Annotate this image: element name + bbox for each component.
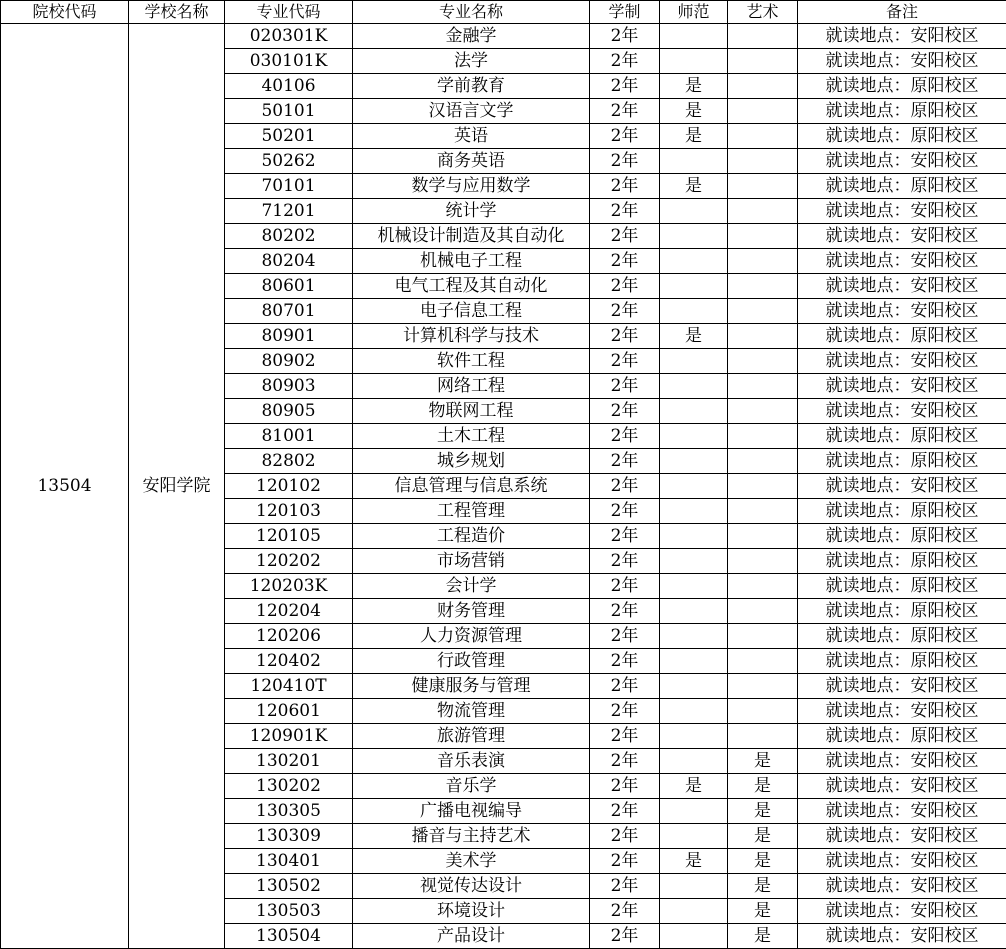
normal-cell: 是 bbox=[660, 774, 728, 799]
normal-cell bbox=[660, 749, 728, 774]
normal-cell bbox=[660, 24, 728, 49]
years-cell: 2年 bbox=[590, 99, 660, 124]
major-code-cell: 80903 bbox=[225, 374, 353, 399]
note-cell: 就读地点：安阳校区 bbox=[798, 274, 1006, 299]
art-cell: 是 bbox=[728, 899, 798, 924]
major-name-cell: 商务英语 bbox=[353, 149, 590, 174]
art-cell bbox=[728, 199, 798, 224]
note-cell: 就读地点：原阳校区 bbox=[798, 574, 1006, 599]
art-cell bbox=[728, 274, 798, 299]
major-name-cell: 机械电子工程 bbox=[353, 249, 590, 274]
major-name-cell: 统计学 bbox=[353, 199, 590, 224]
years-cell: 2年 bbox=[590, 874, 660, 899]
major-code-cell: 80905 bbox=[225, 399, 353, 424]
years-cell: 2年 bbox=[590, 724, 660, 749]
normal-cell bbox=[660, 599, 728, 624]
note-cell: 就读地点：安阳校区 bbox=[798, 149, 1006, 174]
normal-cell bbox=[660, 724, 728, 749]
art-cell bbox=[728, 599, 798, 624]
art-cell bbox=[728, 124, 798, 149]
art-cell: 是 bbox=[728, 849, 798, 874]
note-cell: 就读地点：原阳校区 bbox=[798, 324, 1006, 349]
years-cell: 2年 bbox=[590, 249, 660, 274]
major-name-cell: 信息管理与信息系统 bbox=[353, 474, 590, 499]
note-cell: 就读地点：安阳校区 bbox=[798, 899, 1006, 924]
major-name-cell: 美术学 bbox=[353, 849, 590, 874]
major-code-cell: 120203K bbox=[225, 574, 353, 599]
major-code-cell: 120202 bbox=[225, 549, 353, 574]
years-cell: 2年 bbox=[590, 74, 660, 99]
table-body bbox=[1, 24, 1006, 949]
art-cell bbox=[728, 449, 798, 474]
header-art: 艺术 bbox=[728, 1, 798, 24]
normal-cell bbox=[660, 424, 728, 449]
art-cell bbox=[728, 249, 798, 274]
art-cell bbox=[728, 699, 798, 724]
note-cell: 就读地点：安阳校区 bbox=[798, 774, 1006, 799]
note-cell: 就读地点：安阳校区 bbox=[798, 49, 1006, 74]
major-name-cell: 财务管理 bbox=[353, 599, 590, 624]
major-code-cell: 130503 bbox=[225, 899, 353, 924]
art-cell bbox=[728, 174, 798, 199]
normal-cell: 是 bbox=[660, 174, 728, 199]
art-cell bbox=[728, 399, 798, 424]
school-name-cell: 安阳学院 bbox=[129, 24, 225, 949]
note-cell: 就读地点：安阳校区 bbox=[798, 399, 1006, 424]
normal-cell bbox=[660, 224, 728, 249]
art-cell bbox=[728, 374, 798, 399]
normal-cell: 是 bbox=[660, 99, 728, 124]
years-cell: 2年 bbox=[590, 299, 660, 324]
years-cell: 2年 bbox=[590, 849, 660, 874]
years-cell: 2年 bbox=[590, 49, 660, 74]
major-name-cell: 机械设计制造及其自动化 bbox=[353, 224, 590, 249]
normal-cell bbox=[660, 199, 728, 224]
major-code-cell: 130201 bbox=[225, 749, 353, 774]
years-cell: 2年 bbox=[590, 274, 660, 299]
major-code-cell: 71201 bbox=[225, 199, 353, 224]
note-cell: 就读地点：安阳校区 bbox=[798, 374, 1006, 399]
major-name-cell: 学前教育 bbox=[353, 74, 590, 99]
major-name-cell: 广播电视编导 bbox=[353, 799, 590, 824]
art-cell bbox=[728, 574, 798, 599]
major-name-cell: 会计学 bbox=[353, 574, 590, 599]
art-cell bbox=[728, 424, 798, 449]
major-code-cell: 50101 bbox=[225, 99, 353, 124]
major-code-cell: 120402 bbox=[225, 649, 353, 674]
major-name-cell: 工程管理 bbox=[353, 499, 590, 524]
normal-cell bbox=[660, 799, 728, 824]
major-name-cell: 行政管理 bbox=[353, 649, 590, 674]
years-cell: 2年 bbox=[590, 174, 660, 199]
major-name-cell: 物流管理 bbox=[353, 699, 590, 724]
note-cell: 就读地点：安阳校区 bbox=[798, 474, 1006, 499]
major-code-cell: 120601 bbox=[225, 699, 353, 724]
note-cell: 就读地点：原阳校区 bbox=[798, 549, 1006, 574]
note-cell: 就读地点：原阳校区 bbox=[798, 449, 1006, 474]
major-name-cell: 人力资源管理 bbox=[353, 624, 590, 649]
major-name-cell: 法学 bbox=[353, 49, 590, 74]
major-code-cell: 80701 bbox=[225, 299, 353, 324]
years-cell: 2年 bbox=[590, 624, 660, 649]
note-cell: 就读地点：安阳校区 bbox=[798, 349, 1006, 374]
header-normal: 师范 bbox=[660, 1, 728, 24]
art-cell bbox=[728, 299, 798, 324]
major-code-cell: 130401 bbox=[225, 849, 353, 874]
art-cell bbox=[728, 549, 798, 574]
normal-cell bbox=[660, 299, 728, 324]
years-cell: 2年 bbox=[590, 149, 660, 174]
years-cell: 2年 bbox=[590, 799, 660, 824]
art-cell bbox=[728, 524, 798, 549]
note-cell: 就读地点：安阳校区 bbox=[798, 874, 1006, 899]
major-name-cell: 土木工程 bbox=[353, 424, 590, 449]
note-cell: 就读地点：安阳校区 bbox=[798, 199, 1006, 224]
note-cell: 就读地点：安阳校区 bbox=[798, 749, 1006, 774]
art-cell bbox=[728, 149, 798, 174]
art-cell: 是 bbox=[728, 824, 798, 849]
note-cell: 就读地点：安阳校区 bbox=[798, 674, 1006, 699]
normal-cell bbox=[660, 499, 728, 524]
note-cell: 就读地点：安阳校区 bbox=[798, 699, 1006, 724]
major-code-cell: 80601 bbox=[225, 274, 353, 299]
years-cell: 2年 bbox=[590, 449, 660, 474]
major-code-cell: 81001 bbox=[225, 424, 353, 449]
major-code-cell: 80202 bbox=[225, 224, 353, 249]
major-name-cell: 数学与应用数学 bbox=[353, 174, 590, 199]
years-cell: 2年 bbox=[590, 824, 660, 849]
school-code-cell: 13504 bbox=[1, 24, 129, 949]
art-cell bbox=[728, 674, 798, 699]
art-cell bbox=[728, 324, 798, 349]
years-cell: 2年 bbox=[590, 924, 660, 949]
major-name-cell: 汉语言文学 bbox=[353, 99, 590, 124]
major-code-cell: 40106 bbox=[225, 74, 353, 99]
years-cell: 2年 bbox=[590, 774, 660, 799]
note-cell: 就读地点：原阳校区 bbox=[798, 599, 1006, 624]
normal-cell: 是 bbox=[660, 849, 728, 874]
art-cell bbox=[728, 24, 798, 49]
major-code-cell: 120204 bbox=[225, 599, 353, 624]
normal-cell bbox=[660, 49, 728, 74]
art-cell: 是 bbox=[728, 924, 798, 949]
normal-cell bbox=[660, 824, 728, 849]
normal-cell bbox=[660, 149, 728, 174]
note-cell: 就读地点：安阳校区 bbox=[798, 849, 1006, 874]
normal-cell: 是 bbox=[660, 124, 728, 149]
art-cell bbox=[728, 349, 798, 374]
note-cell: 就读地点：原阳校区 bbox=[798, 524, 1006, 549]
normal-cell: 是 bbox=[660, 74, 728, 99]
major-name-cell: 视觉传达设计 bbox=[353, 874, 590, 899]
major-name-cell: 产品设计 bbox=[353, 924, 590, 949]
art-cell: 是 bbox=[728, 749, 798, 774]
major-code-cell: 120410T bbox=[225, 674, 353, 699]
major-name-cell: 市场营销 bbox=[353, 549, 590, 574]
years-cell: 2年 bbox=[590, 324, 660, 349]
normal-cell bbox=[660, 874, 728, 899]
major-code-cell: 120206 bbox=[225, 624, 353, 649]
years-cell: 2年 bbox=[590, 349, 660, 374]
major-code-cell: 80902 bbox=[225, 349, 353, 374]
header-years: 学制 bbox=[590, 1, 660, 24]
note-cell: 就读地点：安阳校区 bbox=[798, 799, 1006, 824]
normal-cell bbox=[660, 549, 728, 574]
years-cell: 2年 bbox=[590, 574, 660, 599]
years-cell: 2年 bbox=[590, 399, 660, 424]
major-name-cell: 健康服务与管理 bbox=[353, 674, 590, 699]
major-code-cell: 120105 bbox=[225, 524, 353, 549]
art-cell: 是 bbox=[728, 874, 798, 899]
major-code-cell: 130309 bbox=[225, 824, 353, 849]
major-name-cell: 音乐学 bbox=[353, 774, 590, 799]
years-cell: 2年 bbox=[590, 749, 660, 774]
art-cell: 是 bbox=[728, 799, 798, 824]
normal-cell bbox=[660, 399, 728, 424]
art-cell bbox=[728, 724, 798, 749]
note-cell: 就读地点：原阳校区 bbox=[798, 424, 1006, 449]
major-name-cell: 软件工程 bbox=[353, 349, 590, 374]
normal-cell bbox=[660, 474, 728, 499]
header-row bbox=[1, 1, 1006, 24]
note-cell: 就读地点：原阳校区 bbox=[798, 499, 1006, 524]
header-major-code: 专业代码 bbox=[225, 1, 353, 24]
normal-cell bbox=[660, 524, 728, 549]
major-name-cell: 金融学 bbox=[353, 24, 590, 49]
major-code-cell: 120103 bbox=[225, 499, 353, 524]
note-cell: 就读地点：安阳校区 bbox=[798, 249, 1006, 274]
art-cell bbox=[728, 224, 798, 249]
years-cell: 2年 bbox=[590, 224, 660, 249]
years-cell: 2年 bbox=[590, 499, 660, 524]
normal-cell bbox=[660, 649, 728, 674]
major-code-cell: 50201 bbox=[225, 124, 353, 149]
header-school-code: 院校代码 bbox=[1, 1, 129, 24]
normal-cell bbox=[660, 674, 728, 699]
note-cell: 就读地点：原阳校区 bbox=[798, 624, 1006, 649]
major-name-cell: 城乡规划 bbox=[353, 449, 590, 474]
years-cell: 2年 bbox=[590, 124, 660, 149]
normal-cell bbox=[660, 249, 728, 274]
normal-cell bbox=[660, 374, 728, 399]
note-cell: 就读地点：安阳校区 bbox=[798, 24, 1006, 49]
years-cell: 2年 bbox=[590, 524, 660, 549]
major-code-cell: 120901K bbox=[225, 724, 353, 749]
header-school-name: 学校名称 bbox=[129, 1, 225, 24]
years-cell: 2年 bbox=[590, 899, 660, 924]
header-note: 备注 bbox=[798, 1, 1006, 24]
art-cell bbox=[728, 99, 798, 124]
art-cell bbox=[728, 49, 798, 74]
art-cell bbox=[728, 474, 798, 499]
major-code-cell: 130504 bbox=[225, 924, 353, 949]
major-code-cell: 130202 bbox=[225, 774, 353, 799]
years-cell: 2年 bbox=[590, 374, 660, 399]
normal-cell bbox=[660, 449, 728, 474]
years-cell: 2年 bbox=[590, 674, 660, 699]
major-name-cell: 计算机科学与技术 bbox=[353, 324, 590, 349]
normal-cell bbox=[660, 624, 728, 649]
major-name-cell: 工程造价 bbox=[353, 524, 590, 549]
major-code-cell: 030101K bbox=[225, 49, 353, 74]
note-cell: 就读地点：原阳校区 bbox=[798, 74, 1006, 99]
major-code-cell: 82802 bbox=[225, 449, 353, 474]
major-code-cell: 50262 bbox=[225, 149, 353, 174]
header-major-name: 专业名称 bbox=[353, 1, 590, 24]
normal-cell bbox=[660, 699, 728, 724]
major-code-cell: 020301K bbox=[225, 24, 353, 49]
years-cell: 2年 bbox=[590, 199, 660, 224]
major-name-cell: 电子信息工程 bbox=[353, 299, 590, 324]
note-cell: 就读地点：原阳校区 bbox=[798, 99, 1006, 124]
major-name-cell: 物联网工程 bbox=[353, 399, 590, 424]
years-cell: 2年 bbox=[590, 699, 660, 724]
years-cell: 2年 bbox=[590, 24, 660, 49]
major-name-cell: 网络工程 bbox=[353, 374, 590, 399]
major-code-cell: 130305 bbox=[225, 799, 353, 824]
major-name-cell: 音乐表演 bbox=[353, 749, 590, 774]
art-cell bbox=[728, 74, 798, 99]
normal-cell: 是 bbox=[660, 324, 728, 349]
major-name-cell: 环境设计 bbox=[353, 899, 590, 924]
note-cell: 就读地点：安阳校区 bbox=[798, 299, 1006, 324]
note-cell: 就读地点：安阳校区 bbox=[798, 224, 1006, 249]
years-cell: 2年 bbox=[590, 474, 660, 499]
art-cell bbox=[728, 649, 798, 674]
normal-cell bbox=[660, 899, 728, 924]
major-code-cell: 80204 bbox=[225, 249, 353, 274]
table-row bbox=[1, 24, 1006, 49]
note-cell: 就读地点：原阳校区 bbox=[798, 174, 1006, 199]
art-cell: 是 bbox=[728, 774, 798, 799]
years-cell: 2年 bbox=[590, 549, 660, 574]
major-code-cell: 70101 bbox=[225, 174, 353, 199]
major-code-cell: 130502 bbox=[225, 874, 353, 899]
major-code-cell: 80901 bbox=[225, 324, 353, 349]
years-cell: 2年 bbox=[590, 649, 660, 674]
major-name-cell: 播音与主持艺术 bbox=[353, 824, 590, 849]
note-cell: 就读地点：安阳校区 bbox=[798, 924, 1006, 949]
note-cell: 就读地点：原阳校区 bbox=[798, 124, 1006, 149]
art-cell bbox=[728, 624, 798, 649]
years-cell: 2年 bbox=[590, 599, 660, 624]
major-name-cell: 电气工程及其自动化 bbox=[353, 274, 590, 299]
normal-cell bbox=[660, 274, 728, 299]
years-cell: 2年 bbox=[590, 424, 660, 449]
normal-cell bbox=[660, 574, 728, 599]
major-name-cell: 英语 bbox=[353, 124, 590, 149]
art-cell bbox=[728, 499, 798, 524]
note-cell: 就读地点：原阳校区 bbox=[798, 649, 1006, 674]
normal-cell bbox=[660, 349, 728, 374]
major-code-cell: 120102 bbox=[225, 474, 353, 499]
major-name-cell: 旅游管理 bbox=[353, 724, 590, 749]
note-cell: 就读地点：安阳校区 bbox=[798, 824, 1006, 849]
note-cell: 就读地点：原阳校区 bbox=[798, 724, 1006, 749]
